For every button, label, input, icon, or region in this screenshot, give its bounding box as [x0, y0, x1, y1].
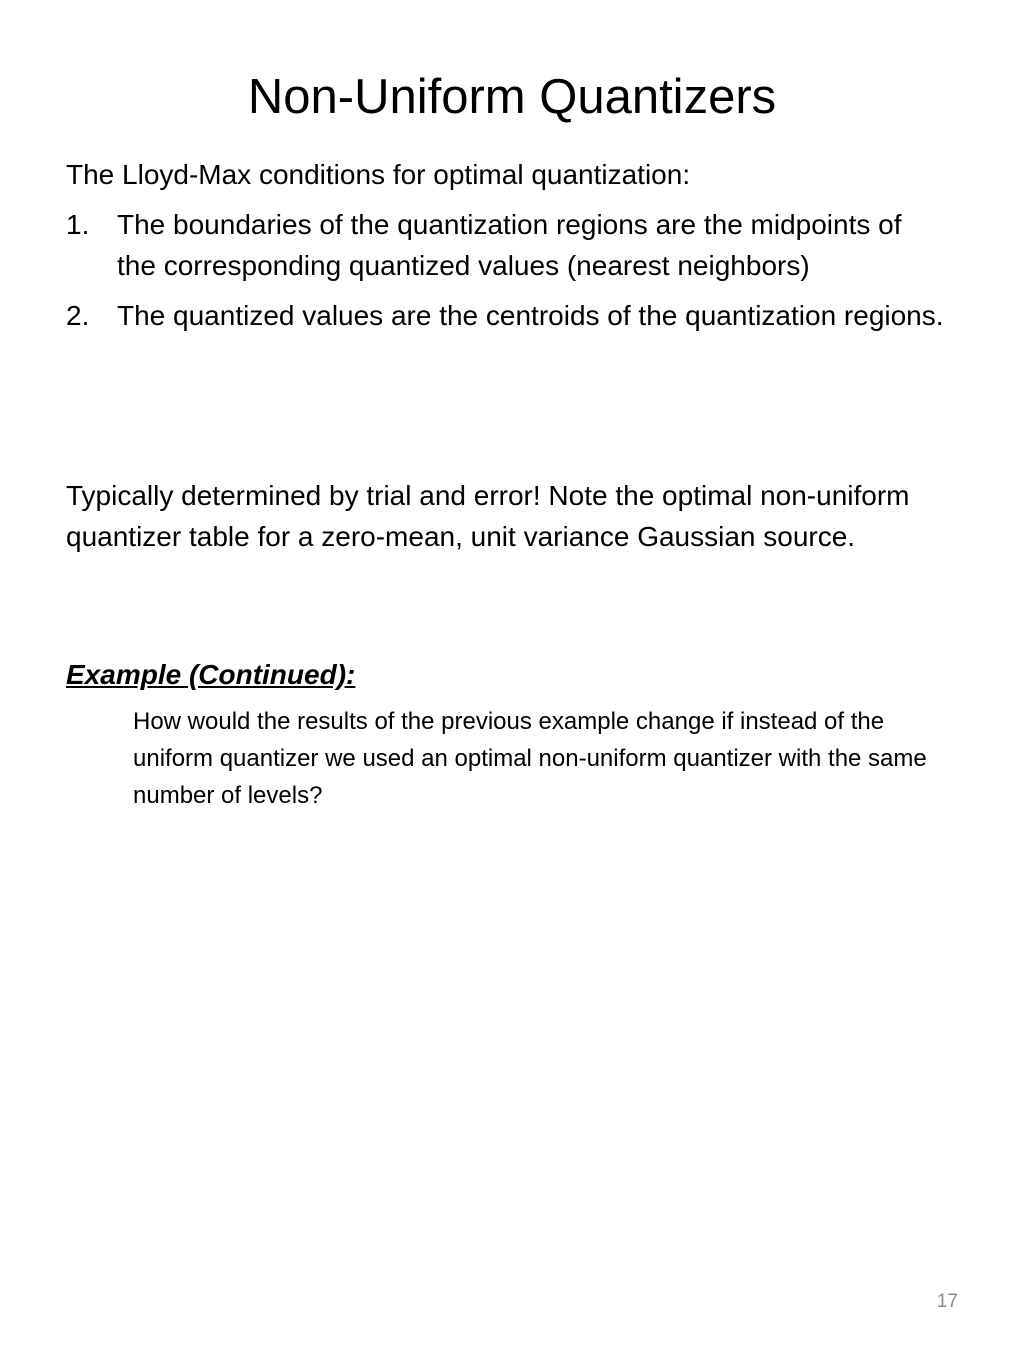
- condition-text: The boundaries of the quantization regions are the midpoints of the corresponding quantized values (nearest neighbors): [117, 209, 902, 281]
- intro-text: The Lloyd-Max conditions for optimal quantization:: [66, 159, 691, 190]
- example-question: How would the results of the previous example change if instead of the uniform quantizer we used an optimal non-uniform quantizer with the same number of levels?: [133, 708, 927, 809]
- condition-number: 1.: [66, 209, 90, 240]
- condition-item: [66, 295, 946, 336]
- note-paragraph: Typically determined by trial and error! Note the optimal non-uniform quantizer table for a zero-mean, unit variance Gaussian source.: [66, 480, 910, 552]
- page-number: 17: [936, 1291, 958, 1312]
- condition-number: 2.: [66, 300, 90, 331]
- conditions-list: [66, 204, 946, 345]
- condition-item: [66, 204, 946, 286]
- example-heading: Example (Continued):: [66, 659, 356, 690]
- slide-title: Non-Uniform Quantizers: [247, 70, 777, 124]
- condition-text: The quantized values are the centroids of the quantization regions.: [117, 300, 944, 331]
